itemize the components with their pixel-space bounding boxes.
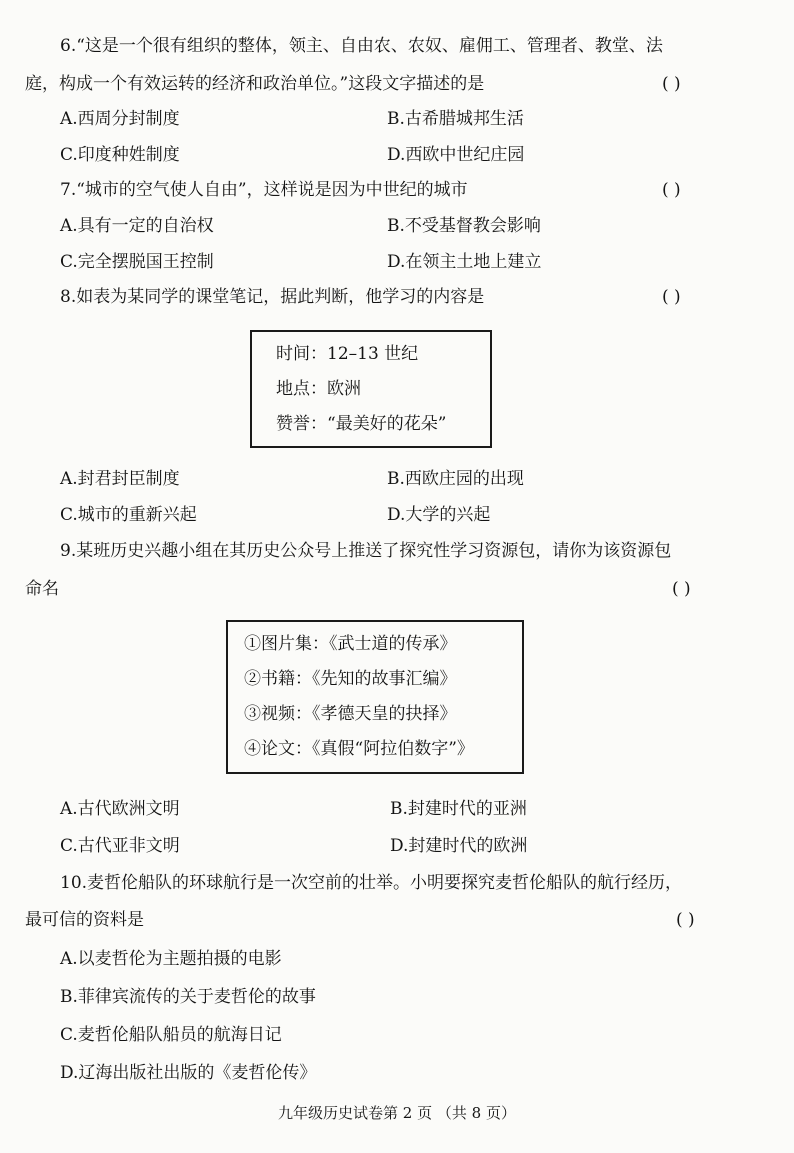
q6-stem-line1: 6.“这是一个很有组织的整体，领主、自由农、农奴、雇佣工、管理者、教堂、法	[60, 36, 663, 56]
q7-option-c: C.完全摆脱国王控制	[60, 252, 214, 272]
q10-option-b: B.菲律宾流传的关于麦哲伦的故事	[60, 987, 316, 1007]
q9-stem-line2: 命名	[25, 579, 59, 599]
q9-item-2: ②书籍：《先知的故事汇编》	[244, 669, 457, 689]
q8-answer-paren: ( )	[662, 287, 681, 307]
q10-stem-line1: 10.麦哲伦船队的环球航行是一次空前的壮举。小明要探究麦哲伦船队的航行经历，	[60, 873, 683, 893]
q7-answer-paren: ( )	[662, 180, 681, 200]
q7-option-a: A.具有一定的自治权	[60, 216, 214, 236]
q8-note-praise: 赞誉：“最美好的花朵”	[276, 414, 447, 434]
q10-answer-paren: ( )	[676, 910, 695, 930]
q8-note-place: 地点：欧洲	[276, 379, 361, 399]
q7-option-b: B.不受基督教会影响	[387, 216, 541, 236]
q8-option-a: A.封君封臣制度	[60, 469, 180, 489]
q8-note-time: 时间：12–13 世纪	[276, 344, 419, 364]
q10-option-a: A.以麦哲伦为主题拍摄的电影	[60, 949, 282, 969]
q8-option-d: D.大学的兴起	[387, 505, 491, 525]
q9-option-d: D.封建时代的欧洲	[390, 836, 528, 856]
q6-answer-paren: ( )	[662, 74, 681, 94]
page-footer: 九年级历史试卷第 2 页 （共 8 页）	[278, 1104, 516, 1122]
q6-stem-line2: 庭，构成一个有效运转的经济和政治单位。”这段文字描述的是	[25, 74, 485, 94]
q9-item-1: ①图片集：《武士道的传承》	[244, 634, 457, 654]
q9-option-b: B.封建时代的亚洲	[390, 799, 527, 819]
q9-option-a: A.古代欧洲文明	[60, 799, 180, 819]
q9-item-4: ④论文：《真假“阿拉伯数字”》	[244, 739, 474, 759]
q9-answer-paren: ( )	[672, 579, 691, 599]
q9-resource-box	[226, 620, 524, 774]
q7-stem: 7.“城市的空气使人自由”，这样说是因为中世纪的城市	[60, 180, 468, 200]
q10-option-c: C.麦哲伦船队船员的航海日记	[60, 1025, 282, 1045]
q9-item-3: ③视频：《孝德天皇的抉择》	[244, 704, 457, 724]
q10-option-d: D.辽海出版社出版的《麦哲伦传》	[60, 1063, 317, 1083]
q8-option-c: C.城市的重新兴起	[60, 505, 197, 525]
q8-option-b: B.西欧庄园的出现	[387, 469, 524, 489]
q9-option-c: C.古代亚非文明	[60, 836, 180, 856]
q8-stem: 8.如表为某同学的课堂笔记，据此判断，他学习的内容是	[60, 287, 485, 307]
q8-note-box	[250, 330, 492, 448]
q6-option-d: D.西欧中世纪庄园	[387, 145, 525, 165]
q10-stem-line2: 最可信的资料是	[25, 910, 144, 930]
q6-option-c: C.印度种姓制度	[60, 145, 180, 165]
q7-option-d: D.在领主土地上建立	[387, 252, 542, 272]
q6-option-b: B.古希腊城邦生活	[387, 109, 524, 129]
q9-stem-line1: 9.某班历史兴趣小组在其历史公众号上推送了探究性学习资源包，请你为该资源包	[60, 541, 672, 561]
q6-option-a: A.西周分封制度	[60, 109, 180, 129]
